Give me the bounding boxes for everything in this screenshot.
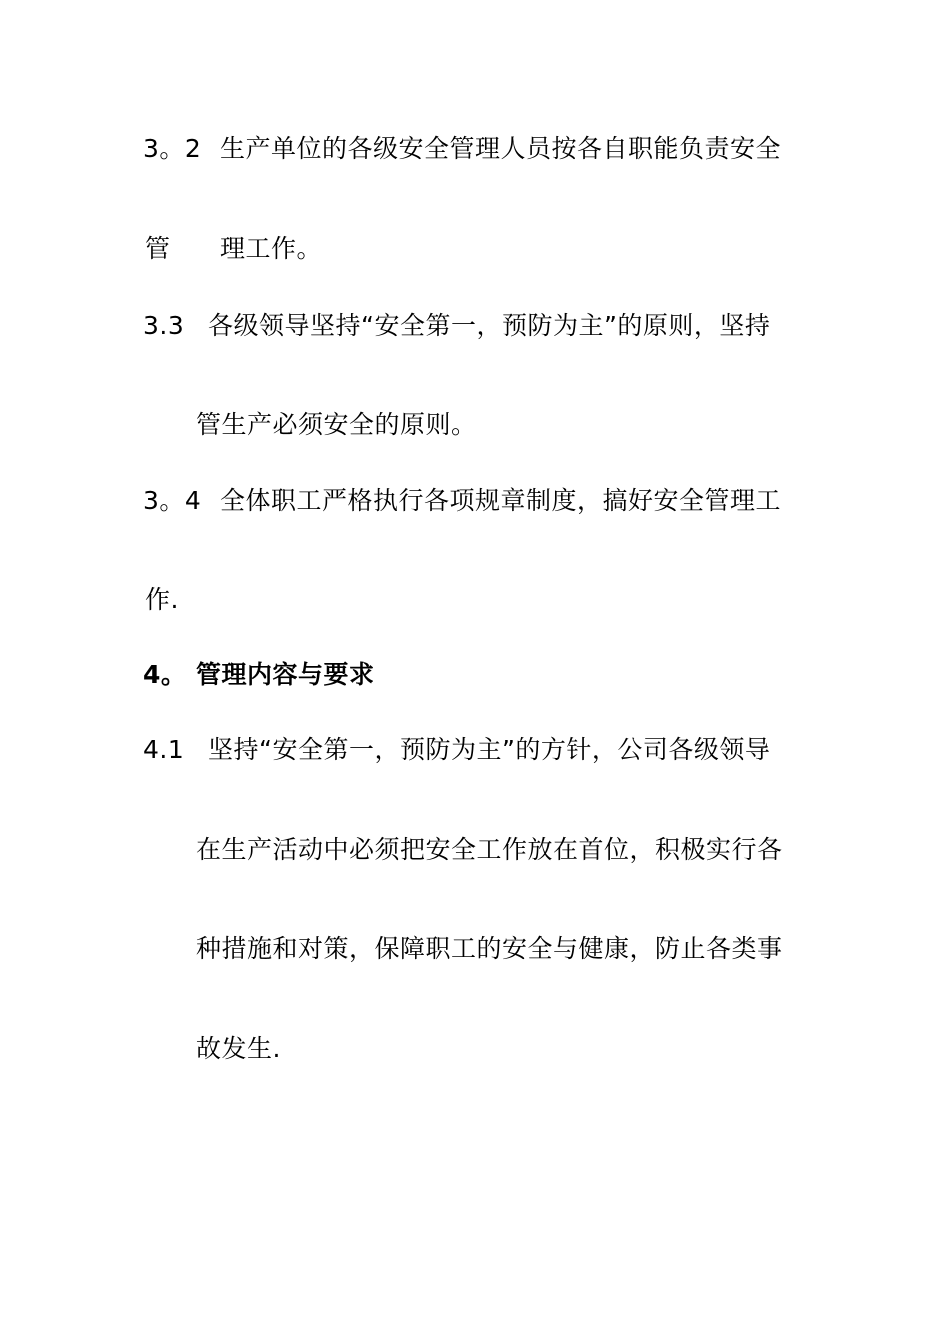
- section-number-4: 4。: [143, 660, 187, 689]
- section-number-3-2: 3。2: [143, 134, 202, 163]
- section-number-3-4: 3。4: [143, 486, 202, 515]
- section-number-3-3: 3.3: [143, 311, 185, 340]
- paragraph-3-4-line-2: 作.: [145, 585, 179, 614]
- paragraph-3-2-line-2b: 理工作。: [220, 234, 323, 263]
- paragraph-4-1-line-4: 故发生.: [196, 1034, 281, 1063]
- paragraph-3-3-line-1: 各级领导坚持“安全第一，预防为主”的原则，坚持: [208, 311, 771, 340]
- paragraph-4-1-line-3: 种措施和对策，保障职工的安全与健康，防止各类事: [196, 934, 783, 963]
- paragraph-4-1-line-2: 在生产活动中必须把安全工作放在首位，积极实行各: [196, 835, 783, 864]
- paragraph-3-4-line-1: 全体职工严格执行各项规章制度，搞好安全管理工: [220, 486, 782, 515]
- paragraph-4-1-line-1: 坚持“安全第一，预防为主”的方针，公司各级领导: [208, 735, 771, 764]
- section-4-heading: 管理内容与要求: [196, 660, 375, 689]
- paragraph-3-2-line-2a: 管: [145, 234, 171, 263]
- paragraph-3-3-line-2: 管生产必须安全的原则。: [196, 410, 477, 439]
- paragraph-3-2-line-1: 生产单位的各级安全管理人员按各自职能负责安全: [220, 134, 782, 163]
- section-number-4-1: 4.1: [143, 735, 185, 764]
